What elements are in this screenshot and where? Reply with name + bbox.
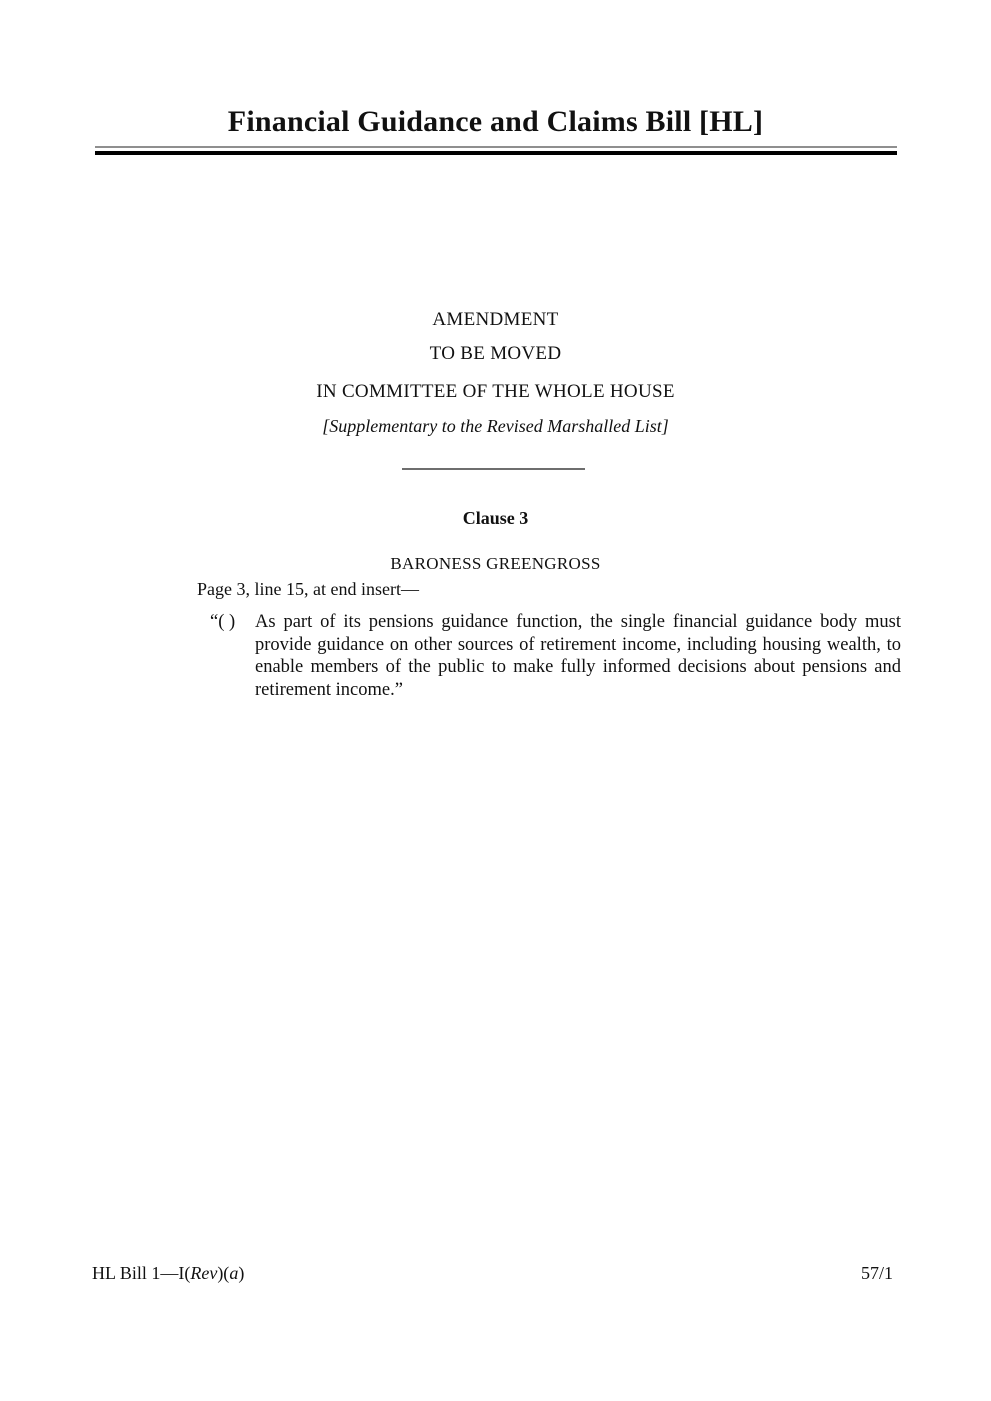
bill-reference-part: ) bbox=[238, 1263, 245, 1283]
footer bbox=[92, 1262, 893, 1284]
amendment-heading: AMENDMENT bbox=[432, 309, 559, 330]
document-title: Financial Guidance and Claims Bill [HL] bbox=[227, 105, 764, 138]
title-rule-thin bbox=[95, 146, 897, 148]
committee-heading: IN COMMITTEE OF THE WHOLE HOUSE bbox=[316, 381, 675, 402]
marshalled-list-note: [Supplementary to the Revised Marshalled List] bbox=[322, 416, 669, 436]
to-be-moved-heading: TO BE MOVED bbox=[429, 343, 562, 364]
title-rule-thick bbox=[95, 151, 897, 155]
bill-reference bbox=[92, 1262, 244, 1284]
amendment-marker: “( ) bbox=[210, 612, 236, 632]
sheet-number: 57/1 bbox=[860, 1263, 893, 1283]
amendment-text: As part of its pensions guidance function, the single financial guidance body must provide guidance on other sources of retirement income, including housing wealth, to enable members of the public to make fully informed decisions about pensions and retirement income.” bbox=[255, 612, 901, 700]
section-divider bbox=[402, 468, 585, 470]
bill-reference-part: )( bbox=[217, 1263, 230, 1283]
bill-reference-part: HL Bill 1—I( bbox=[92, 1263, 191, 1283]
bill-reference-a: a bbox=[229, 1263, 239, 1283]
amendment-instruction: Page 3, line 15, at end insert— bbox=[197, 579, 419, 599]
mover-name: BARONESS GREENGROSS bbox=[390, 554, 601, 573]
bill-reference-rev: Rev bbox=[190, 1263, 218, 1283]
clause-heading: Clause 3 bbox=[462, 508, 529, 528]
